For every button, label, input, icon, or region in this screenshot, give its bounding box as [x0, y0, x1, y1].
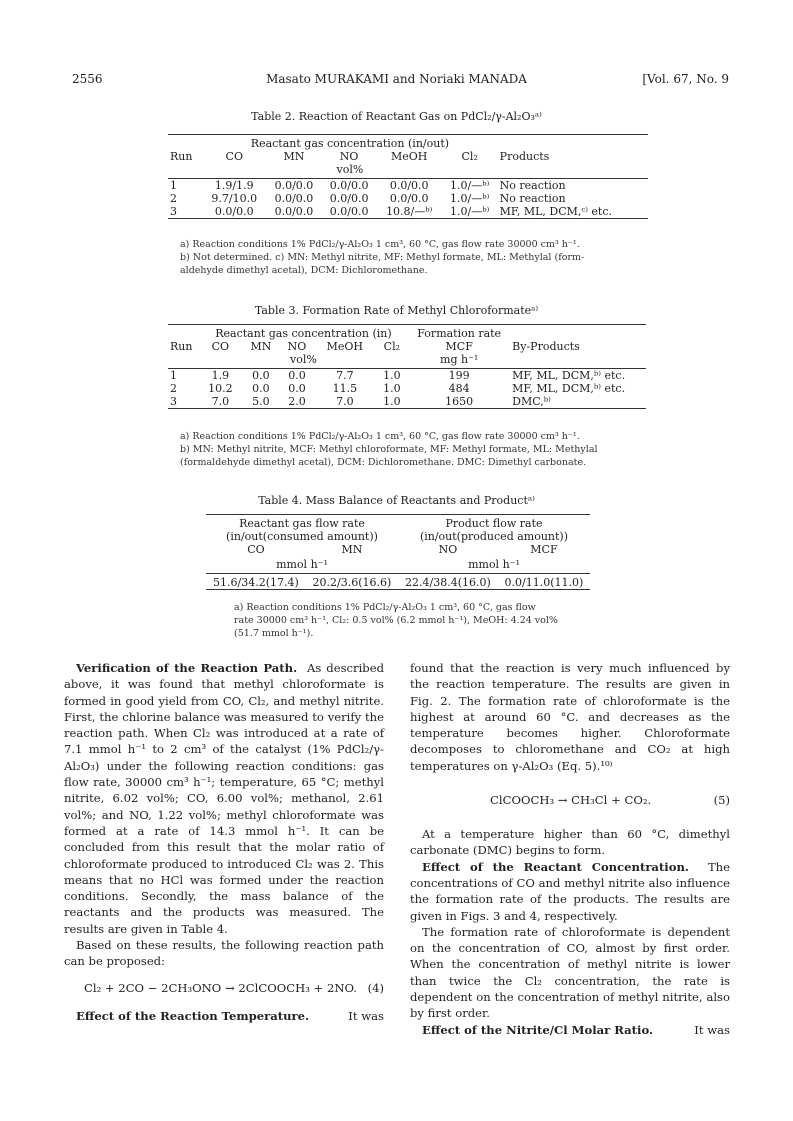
table3-footnotes: [180, 430, 650, 469]
cell: 1.0: [383, 395, 401, 408]
cell: 1.0: [383, 369, 401, 382]
table4-col: NO: [438, 543, 458, 556]
cell: 2: [170, 192, 177, 205]
cell: 0.0/0.0: [329, 205, 369, 218]
table3-col: CO: [211, 340, 230, 353]
cell: 0.0/0.0: [274, 192, 314, 205]
table2-col: MeOH: [391, 150, 428, 163]
footnote: (51.7 mmol h⁻¹).: [234, 628, 314, 639]
cell: 3: [170, 205, 177, 218]
cell: 2.0: [288, 395, 306, 408]
table3-rate-col: MCF: [445, 340, 473, 353]
volume-info: [Vol. 67, No. 9: [642, 72, 729, 86]
table2: [168, 134, 648, 219]
cell: 20.2/3.6(16.6): [312, 576, 392, 589]
paragraph: At a temperature higher than 60 °C, dimethyl carbonate (DMC) begins to form.: [410, 827, 730, 858]
table-row: [168, 395, 646, 409]
table3: [168, 324, 646, 409]
table-row: [168, 205, 648, 219]
table4-left-group: Reactant gas flow rate: [239, 517, 365, 530]
paragraph: found that the reaction is very much influenced by the reaction temperature. The results are given in Fig. 2. The formation rate of chloroformate is the highest at around 60 °C. and decreases as the temperature becomes higher. Chloroformate decomposes to chloromethane and CO₂ at high temperatures on γ-Al₂O₃ (Eq. 5).¹⁰⁾: [410, 661, 730, 773]
table2-col: NO: [339, 150, 359, 163]
cell: 0.0/0.0: [274, 205, 314, 218]
table3-col-run: Run: [170, 340, 193, 353]
table4-left-group-sub: (in/out(consumed amount)): [226, 530, 378, 543]
cell: 0.0/0.0: [389, 192, 429, 205]
paragraph: [64, 660, 384, 937]
footnote: a) Reaction conditions 1% PdCl₂/γ-Al₂O₃ 1 cm³, 60 °C, gas flow rate 30000 cm³ h⁻¹.: [180, 239, 580, 250]
paragraph-text: It was: [348, 1008, 384, 1023]
table3-col-byproducts: By-Products: [512, 340, 580, 353]
footnote: b) MN: Methyl nitrite, MCF: Methyl chloroformate, MF: Methyl formate, ML: Methylal: [180, 444, 598, 455]
cell: No reaction: [499, 192, 566, 205]
table2-footnotes: [180, 238, 650, 277]
table4-unit: mmol h⁻¹: [276, 558, 328, 571]
cell: 1.0/—ᵇ⁾: [450, 205, 490, 218]
paragraph: [64, 1008, 384, 1024]
table4-right-group-sub: (in/out(produced amount)): [419, 530, 569, 543]
footnote: a) Reaction conditions 1% PdCl₂/γ-Al₂O₃ 1 cm³, 60 °C, gas flow rate 30000 cm³ h⁻¹.: [180, 431, 580, 442]
table4-caption: Table 4. Mass Balance of Reactants and Productᵃ⁾: [258, 494, 535, 507]
paragraph: [410, 1022, 730, 1038]
equation-5: [410, 778, 730, 822]
table3-caption: Table 3. Formation Rate of Methyl Chloroformateᵃ⁾: [254, 304, 539, 317]
running-authors: Masato MURAKAMI and Noriaki MANADA: [266, 72, 527, 86]
cell: 5.0: [252, 395, 270, 408]
cell: 0.0/0.0: [214, 205, 254, 218]
section-heading: Effect of the Nitrite/Cl Molar Ratio.: [422, 1022, 654, 1037]
left-column: [64, 660, 384, 1024]
cell: DMC,ᵇ⁾: [512, 395, 551, 408]
footnote: aldehyde dimethyl acetal), DCM: Dichloromethane.: [180, 265, 428, 276]
cell: 0.0: [252, 369, 270, 382]
paragraph-text: It was: [694, 1022, 730, 1037]
cell: 1: [170, 179, 177, 192]
table3-col: NO: [287, 340, 307, 353]
footnote: (formaldehyde dimethyl acetal), DCM: Dichloromethane. DMC: Dimethyl carbonate.: [180, 457, 587, 468]
table4-unit: mmol h⁻¹: [468, 558, 520, 571]
table3-unit-rate: mg h⁻¹: [440, 353, 479, 366]
cell: 10.2: [208, 382, 233, 395]
table-row: [206, 574, 590, 590]
paragraph: The formation rate of chloroformate is dependent on the concentration of CO, almost by first order. When the concentration of methyl nitrite is lower than twice the Cl₂ concentration, the rate is dependent on the concentration of methyl nitrite, also by first order.: [410, 924, 730, 1021]
section-heading: Effect of the Reactant Concentration.: [422, 859, 689, 874]
table4-right-group: Product flow rate: [445, 517, 543, 530]
cell: MF, ML, DCM,ᵇ⁾ etc.: [512, 382, 626, 395]
table2-caption: Table 2. Reaction of Reactant Gas on PdCl₂/γ-Al₂O₃ᵃ⁾: [251, 110, 542, 123]
table-row: [168, 382, 646, 395]
table3-col: MN: [250, 340, 272, 353]
cell: 0.0/0.0: [389, 179, 429, 192]
table2-col-products: Products: [499, 150, 550, 163]
cell: 1: [170, 369, 177, 382]
table2-col: Cl₂: [461, 150, 478, 163]
table3-unit-vol: vol%: [290, 353, 317, 366]
page-number: 2556: [72, 72, 103, 86]
cell: 0.0/0.0: [329, 192, 369, 205]
cell: 484: [448, 382, 470, 395]
table2-col-run: Run: [170, 150, 193, 163]
cell: 22.4/38.4(16.0): [405, 576, 491, 589]
table4-col: MCF: [530, 543, 558, 556]
equation-number: (4): [367, 981, 384, 996]
cell: 1.0: [383, 382, 401, 395]
cell: 1650: [445, 395, 474, 408]
cell: 3: [170, 395, 177, 408]
table4-footnotes: [234, 601, 594, 640]
cell: 1.9/1.9: [214, 179, 254, 192]
cell: 2: [170, 382, 177, 395]
cell: 11.5: [332, 382, 358, 395]
paragraph: [410, 859, 730, 924]
right-column: [410, 660, 730, 1038]
cell: 1.9: [211, 369, 230, 382]
equation-text: ClCOOCH₃ → CH₃Cl + CO₂.: [490, 792, 652, 807]
section-heading: Effect of the Reaction Temperature.: [76, 1008, 310, 1023]
table-row: [168, 192, 648, 205]
cell: No reaction: [499, 179, 566, 192]
section-heading: Verification of the Reaction Path.: [76, 661, 298, 675]
table3-group-header: Reactant gas concentration (in): [215, 327, 392, 340]
table4-col: CO: [247, 543, 265, 556]
table2-col: MN: [283, 150, 305, 163]
cell: 10.8/—ᵇ⁾: [386, 205, 433, 218]
equation-text: Cl₂ + 2CO − 2CH₃ONO → 2ClCOOCH₃ + 2NO.: [84, 981, 357, 996]
cell: 7.0: [336, 395, 354, 408]
cell: 199: [448, 369, 470, 382]
equation-number: (5): [713, 792, 730, 807]
cell: MF, ML, DCM,ᵇ⁾ etc.: [512, 369, 626, 382]
cell: 0.0: [252, 382, 270, 395]
cell: 0.0/0.0: [274, 179, 314, 192]
cell: 1.0/—ᵇ⁾: [450, 192, 490, 205]
footnote: a) Reaction conditions 1% PdCl₂/γ-Al₂O₃ 1 cm³, 60 °C, gas flow: [234, 602, 536, 613]
cell: MF, ML, DCM,ᶜ⁾ etc.: [499, 205, 612, 218]
table4: [206, 514, 590, 590]
footnote: rate 30000 cm³ h⁻¹, Cl₂: 0.5 vol% (6.2 mmol h⁻¹), MeOH: 4.24 vol%: [234, 615, 558, 626]
table3-col: Cl₂: [383, 340, 401, 353]
table2-group-header: Reactant gas concentration (in/out): [250, 137, 450, 150]
cell: 0.0/0.0: [329, 179, 369, 192]
table-row: [168, 369, 646, 383]
equation-4: [64, 974, 384, 1004]
cell: 0.0/11.0(11.0): [504, 576, 584, 589]
table3-rate-header: Formation rate: [417, 327, 502, 340]
paragraph-text: As described above, it was found that methyl chloroformate is formed in good yield from CO, Cl₂, and methyl nitrite. First, the chlorine balance was measured to verify the reaction path. When Cl₂ was introduced at a rate of 7.1 mmol h⁻¹ to 2 cm³ of the catalyst (1% PdCl₂/γ-Al₂O₃) under the following reaction conditions: gas flow rate, 30000 cm³ h⁻¹; temperature, 65 °C; methyl nitrite, 6.02 vol%; CO, 6.00 vol%; methanol, 2.61 vol%; and NO, 1.22 vol%; methyl chloroformate was formed at a rate of 14.3 mmol h⁻¹. It can be concluded from this result that the molar ratio of chloroformate produced to introduced Cl₂ was 2. This means that no HCl was formed under the reaction conditions. Secondly, the mass balance of the reactants and the products was measured. The results are given in Table 4.: [64, 661, 384, 936]
footnote: b) Not determined. c) MN: Methyl nitrite, MF: Methyl formate, ML: Methylal (form-: [180, 252, 585, 263]
paragraph-text: The concentrations of CO and methyl nitrite also influence the formation rate of the products. The results are given in Figs. 3 and 4, respectively.: [410, 859, 730, 923]
table3-col: MeOH: [326, 340, 364, 353]
cell: 0.0: [288, 382, 306, 395]
table-row: [168, 179, 648, 193]
cell: 1.0/—ᵇ⁾: [450, 179, 490, 192]
cell: 7.0: [211, 395, 230, 408]
table2-col: CO: [225, 150, 243, 163]
cell: 7.7: [336, 369, 354, 382]
table4-col: MN: [341, 543, 363, 556]
table2-unit: vol%: [336, 163, 364, 176]
cell: 0.0: [288, 369, 306, 382]
cell: 9.7/10.0: [211, 192, 258, 205]
cell: 51.6/34.2(17.4): [213, 576, 299, 589]
paragraph: Based on these results, the following reaction path can be proposed:: [64, 938, 384, 969]
